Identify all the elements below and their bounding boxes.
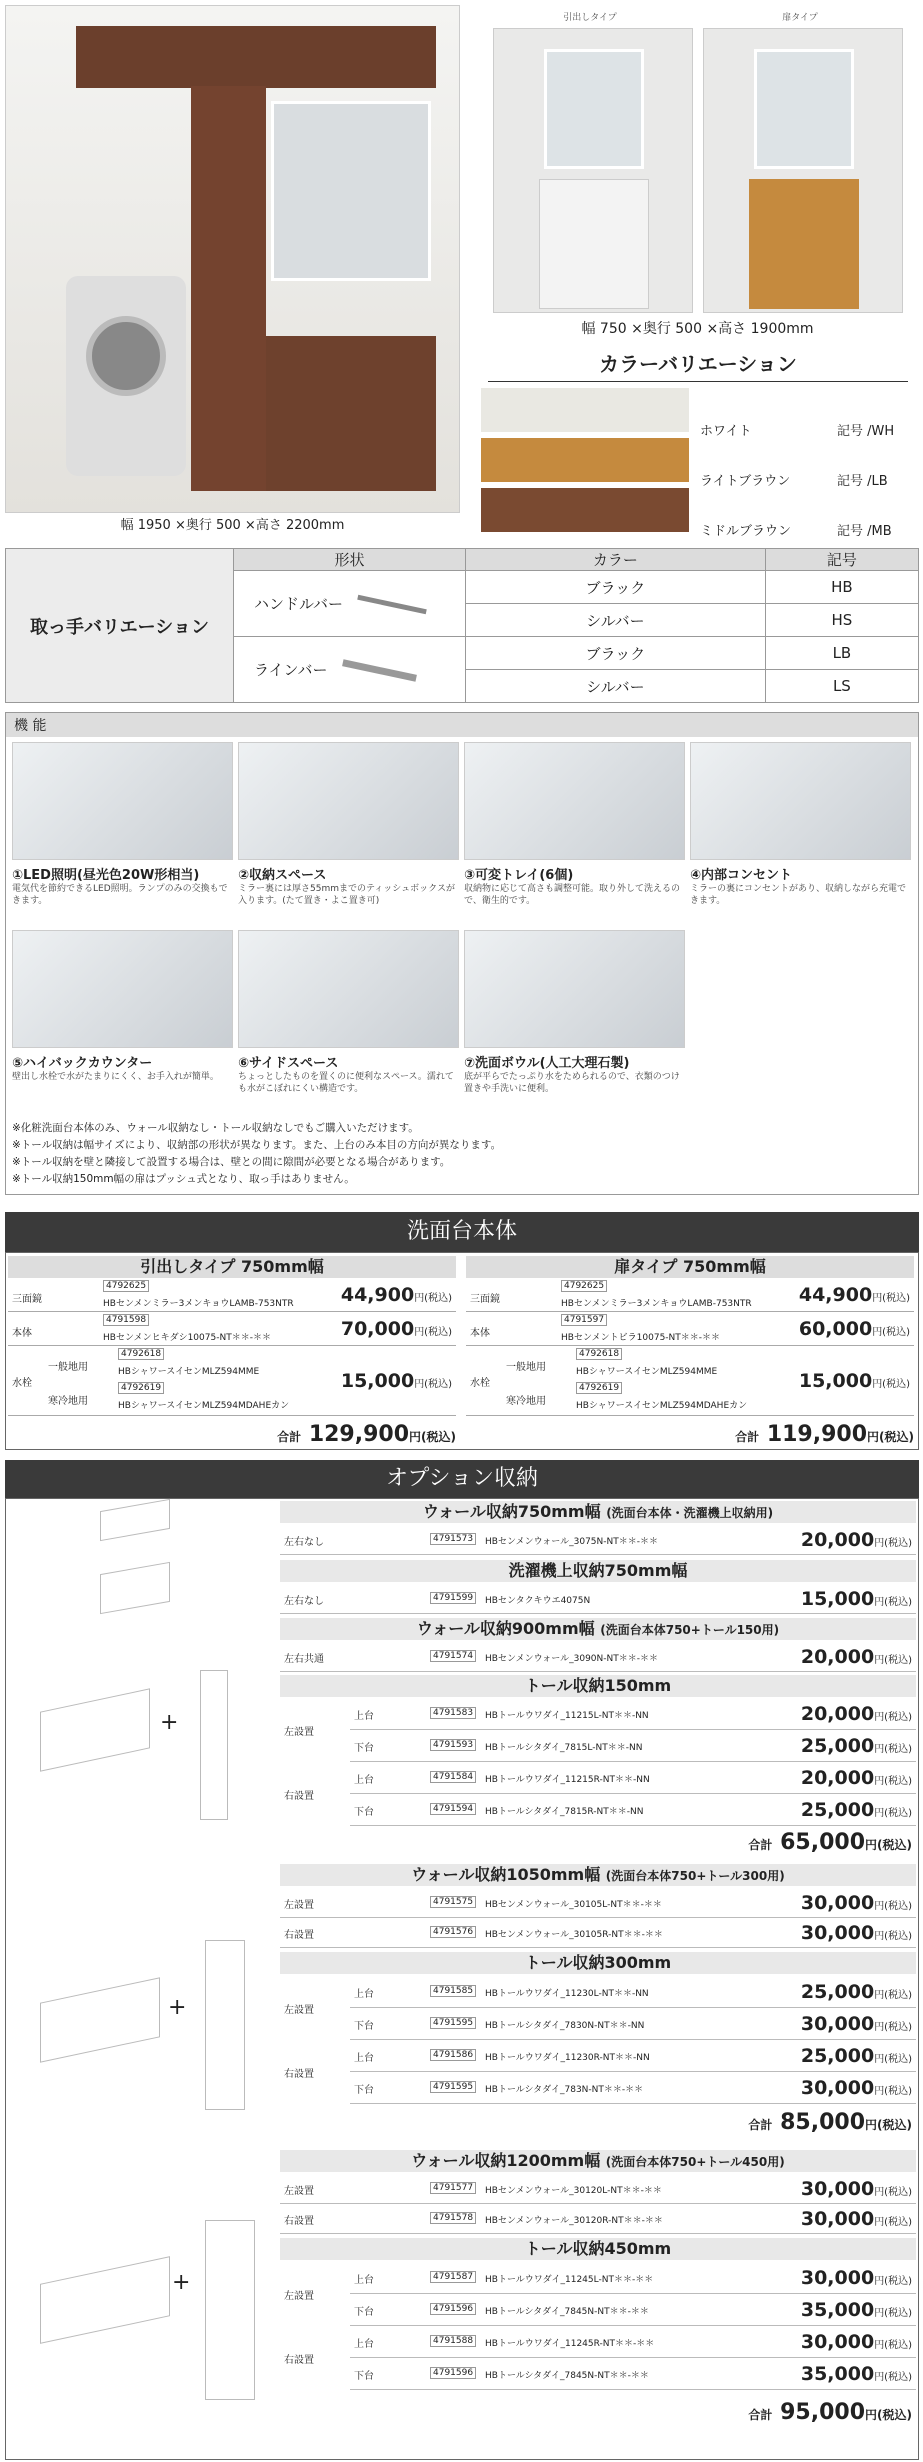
- total-price: 129,900: [308, 1422, 410, 1447]
- tall-450-illustration: [205, 2220, 255, 2400]
- feature-3: [464, 742, 685, 907]
- handle-variation-label: 取っ手バリエーション: [6, 549, 234, 703]
- b4-tall-head: トール収納300mm: [280, 1952, 916, 1974]
- note-4: ※トール収納150mm幅の扉はプッシュ式となり、取っ手はありません。: [12, 1173, 355, 1185]
- b4-wall-row-left: 左設置 4791575 HBセンメンウォール_30105L-NT＊＊-＊＊ 30,000円(税込): [280, 1888, 916, 1918]
- color-code-0: 記号 /WH: [837, 424, 895, 439]
- feature-2: [238, 742, 459, 907]
- feature-1: [12, 742, 233, 907]
- b5-tall-rows: 左設置 右設置 上台 4791587 HBトールウワダイ_11245L-NT＊＊-＊＊ 30,000円(税込) 下台 4791596 HBトールシタダイ_7845N-NT＊＊-＊＊ 35,000円(税込) 上台 4791588 HBトールウワダイ_11245R-NT＊＊-＊＊ 30,000円(税込) 下台 4791596 HBトールシタダイ_7845N-NT＊＊-＊＊ 35,000円(税込): [280, 2262, 916, 2390]
- b4-total: 合計 85,000円(税込): [748, 2110, 912, 2135]
- color-code-2: 記号 /MB: [837, 524, 892, 539]
- swatch-middle-brown: [481, 488, 689, 532]
- color-name-2: ミドルブラウン: [700, 524, 792, 539]
- total-price: 119,900: [766, 1422, 868, 1447]
- tax-label: 円(税込): [872, 1293, 910, 1304]
- vanity-right-head: 扉タイプ 750mm幅: [466, 1256, 914, 1278]
- feature-4-desc: ミラーの裏にコンセントがあり、収納しながら充電できます。: [690, 884, 907, 906]
- product-name: HBセンメンヒキダシ10075-NT＊＊-＊＊: [103, 1333, 271, 1343]
- feature-5-title: ⑤ハイバックカウンター: [12, 1056, 153, 1071]
- feature-7-desc: 底が平らでたっぷり水をためられるので、衣類のつけ置きや手洗いに便利。: [464, 1072, 680, 1094]
- tall-300-illustration: [205, 1940, 245, 2110]
- code-0: HB: [765, 571, 918, 604]
- row-label: 三面鏡: [12, 1294, 42, 1305]
- feature-1-desc: 電気代を節約できるLED照明。ランプのみの交換もできます。: [12, 884, 228, 906]
- note-3: ※トール収納を壁と隣接して設置する場合は、壁との間に隙間が必要となる場合があります。: [12, 1156, 451, 1168]
- b3-total: 合計 65,000円(税込): [748, 1830, 912, 1855]
- note-1: ※化粧洗面台本体のみ、ウォール収納なし・トール収納なしでもご購入いただけます。: [12, 1122, 419, 1134]
- header-shape: 形状: [234, 549, 466, 571]
- product-name: HBシャワースイセンMLZ594MME: [118, 1367, 260, 1377]
- total-label: 合計: [277, 1430, 302, 1444]
- type-drawer-label: 引出しタイプ: [563, 13, 617, 23]
- b5-head: ウォール収納1200mm幅 (洗面台本体750+トール450用): [280, 2150, 916, 2172]
- b4-head: ウォール収納1050mm幅 (洗面台本体750+トール300用): [280, 1864, 916, 1886]
- row-label: 三面鏡: [470, 1294, 500, 1305]
- tax-label: 円(税込): [414, 1327, 452, 1338]
- product-name: HBセンメンミラー3メンキョウLAMB-753NTR: [561, 1299, 752, 1309]
- feature-6-title: ⑥サイドスペース: [238, 1056, 339, 1071]
- b3-head: ウォール収納900mm幅 (洗面台本体750+トール150用): [280, 1618, 916, 1640]
- b3-wall-row: 左右共通 4791574 HBセンメンウォール_3090N-NT＊＊-＊＊ 20,000円(税込): [280, 1642, 916, 1672]
- feature-2-desc: ミラー裏には厚さ55mmまでのティッシュボックスが入ります。(たて置き・よこ置き可): [238, 884, 455, 906]
- tax-label: 円(税込): [409, 1430, 456, 1444]
- product-name: HBシャワースイセンMLZ594MDAHEカン: [118, 1401, 290, 1411]
- row-label: 水栓: [470, 1378, 490, 1389]
- b3-tall-head: トール収納150mm: [280, 1675, 916, 1697]
- drawer-type-photo: [493, 28, 693, 313]
- door-type-photo: [703, 28, 903, 313]
- tax-label: 円(税込): [867, 1430, 914, 1444]
- plus-icon: +: [172, 2270, 191, 2295]
- product-name: HBセンメントビラ10075-NT＊＊-＊＊: [561, 1333, 721, 1343]
- color-1: シルバー: [466, 604, 766, 637]
- sub-dimension-caption: 幅 750 ×奥行 500 ×高さ 1900mm: [581, 321, 814, 337]
- shape-linebar: ラインバー: [254, 661, 328, 679]
- product-code: 4791597: [561, 1314, 607, 1326]
- b2-head: 洗濯機上収納750mm幅: [280, 1560, 916, 1582]
- feature-6-desc: ちょっとしたものを置くのに便利なスペース。濡れても水がこぼれにくい構造です。: [238, 1072, 454, 1094]
- feature-2-title: ②収納スペース: [238, 868, 327, 883]
- features-title: 機 能: [6, 713, 918, 737]
- feature-5-desc: 壁出し水栓で水がたまりにくく、お手入れが簡単。: [12, 1072, 219, 1082]
- tax-label: 円(税込): [872, 1379, 910, 1390]
- price: 60,000: [798, 1318, 873, 1340]
- feature-7-title: ⑦洗面ボウル(人工大理石製): [464, 1056, 630, 1071]
- options-title: オプション収納: [5, 1460, 919, 1498]
- b5-wall-row-right: 右設置 4791578 HBセンメンウォール_30120R-NT＊＊-＊＊ 30,000円(税込): [280, 2204, 916, 2234]
- code-1: HS: [765, 604, 918, 637]
- feature-1-title: ①LED照明(昼光色20W形相当): [12, 868, 200, 883]
- header-color: カラー: [466, 549, 766, 571]
- product-name: HBシャワースイセンMLZ594MME: [576, 1367, 718, 1377]
- b3-tall-rows: 左設置 右設置 上台 4791583 HBトールウワダイ_11215L-NT＊＊-NN 20,000円(税込) 下台 4791593 HBトールシタダイ_7815L-NT＊＊-NN 25,000円(税込) 上台 4791584 HBトールウワダイ_11215R-NT＊＊-NN 20,000円(税込) 下台 4791594 HBトールシタダイ_7815R-NT＊＊-NN 25,000円(税込): [280, 1698, 916, 1826]
- sub-label: 寒冷地用: [506, 1396, 546, 1407]
- swatch-white: [481, 388, 689, 432]
- code-2: LB: [765, 637, 918, 670]
- color-code-1: 記号 /LB: [837, 474, 888, 489]
- product-code: 4792625: [103, 1280, 149, 1292]
- handle-variation-table: [5, 548, 919, 703]
- plus-icon: +: [168, 1995, 187, 2020]
- main-dimension-caption: 幅 1950 ×奥行 500 ×高さ 2200mm: [120, 518, 345, 533]
- price: 15,000: [798, 1370, 873, 1392]
- product-name: HBセンメンミラー3メンキョウLAMB-753NTR: [103, 1299, 294, 1309]
- color-variation-title: カラーバリエーション: [488, 348, 908, 382]
- product-code: 4792625: [561, 1280, 607, 1292]
- b5-tall-head: トール収納450mm: [280, 2238, 916, 2260]
- b5-total: 合計 95,000円(税込): [748, 2400, 912, 2425]
- feature-4-title: ④内部コンセント: [690, 868, 793, 883]
- price: 44,900: [340, 1284, 415, 1306]
- row-label: 本体: [12, 1328, 32, 1339]
- feature-6: [238, 930, 459, 1095]
- note-2: ※トール収納は幅サイズにより、収納部の形状が異なります。また、上台のみ本目の方向が異なります。: [12, 1139, 502, 1151]
- b1-row: 左右なし 4791573 HBセンメンウォール_3075N-NT＊＊-＊＊ 20,000円(税込): [280, 1525, 916, 1555]
- sub-label: 一般地用: [506, 1362, 546, 1373]
- shape-handlebar: ハンドルバー: [254, 595, 343, 613]
- product-code: 4792618: [118, 1348, 164, 1360]
- sub-label: 寒冷地用: [48, 1396, 88, 1407]
- tax-label: 円(税込): [414, 1293, 452, 1304]
- vanity-left-head: 引出しタイプ 750mm幅: [8, 1256, 456, 1278]
- color-name-1: ライトブラウン: [700, 474, 791, 489]
- row-label: 水栓: [12, 1378, 32, 1389]
- price: 15,000: [340, 1370, 415, 1392]
- total-label: 合計: [735, 1430, 760, 1444]
- feature-7: [464, 930, 685, 1095]
- vanity-right: [466, 1256, 914, 1447]
- feature-5: [12, 930, 233, 1083]
- b5-wall-row-left: 左設置 4791577 HBセンメンウォール_30120L-NT＊＊-＊＊ 30,000円(税込): [280, 2174, 916, 2204]
- tax-label: 円(税込): [414, 1379, 452, 1390]
- b1-head: ウォール収納750mm幅 (洗面台本体・洗濯機上収納用): [280, 1501, 916, 1523]
- b2-row: 左右なし 4791599 HBセンタクキウエ4075N 15,000円(税込): [280, 1584, 916, 1614]
- handlebar-icon: [357, 595, 427, 614]
- tall-150-illustration: [200, 1670, 228, 1820]
- swatch-light-brown: [481, 438, 689, 482]
- product-code: 4792619: [118, 1382, 164, 1394]
- linebar-icon: [342, 659, 417, 681]
- product-name: HBシャワースイセンMLZ594MDAHEカン: [576, 1401, 748, 1411]
- header-code: 記号: [765, 549, 918, 571]
- vanity-left: [8, 1256, 456, 1447]
- plus-icon: +: [160, 1710, 179, 1735]
- color-2: ブラック: [466, 637, 766, 670]
- color-3: シルバー: [466, 670, 766, 703]
- feature-4: [690, 742, 911, 907]
- product-code: 4792619: [576, 1382, 622, 1394]
- notes: [12, 1120, 912, 1188]
- color-0: ブラック: [466, 571, 766, 604]
- row-label: 本体: [470, 1328, 490, 1339]
- b4-tall-rows: 左設置 右設置 上台 4791585 HBトールウワダイ_11230L-NT＊＊-NN 25,000円(税込) 下台 4791595 HBトールシタダイ_7830N-NT＊＊-NN 30,000円(税込) 上台 4791586 HBトールウワダイ_11230R-NT＊＊-NN 25,000円(税込) 下台 4791595 HBトールシタダイ_783N-NT＊＊-＊＊ 30,000円(税込): [280, 1976, 916, 2104]
- vanity-title: 洗面台本体: [5, 1212, 919, 1252]
- main-product-photo: [5, 5, 460, 513]
- product-code: 4792618: [576, 1348, 622, 1360]
- type-door-label: 扉タイプ: [782, 13, 818, 23]
- feature-3-desc: 収納物に応じて高さも調整可能。取り外して洗えるので、衛生的です。: [464, 884, 681, 906]
- price: 70,000: [340, 1318, 415, 1340]
- product-code: 4791598: [103, 1314, 149, 1326]
- color-name-0: ホワイト: [700, 424, 752, 439]
- tax-label: 円(税込): [872, 1327, 910, 1338]
- sub-label: 一般地用: [48, 1362, 88, 1373]
- b4-wall-row-right: 右設置 4791576 HBセンメンウォール_30105R-NT＊＊-＊＊ 30,000円(税込): [280, 1918, 916, 1948]
- code-3: LS: [765, 670, 918, 703]
- price: 44,900: [798, 1284, 873, 1306]
- feature-3-title: ③可変トレイ(6個): [464, 868, 574, 883]
